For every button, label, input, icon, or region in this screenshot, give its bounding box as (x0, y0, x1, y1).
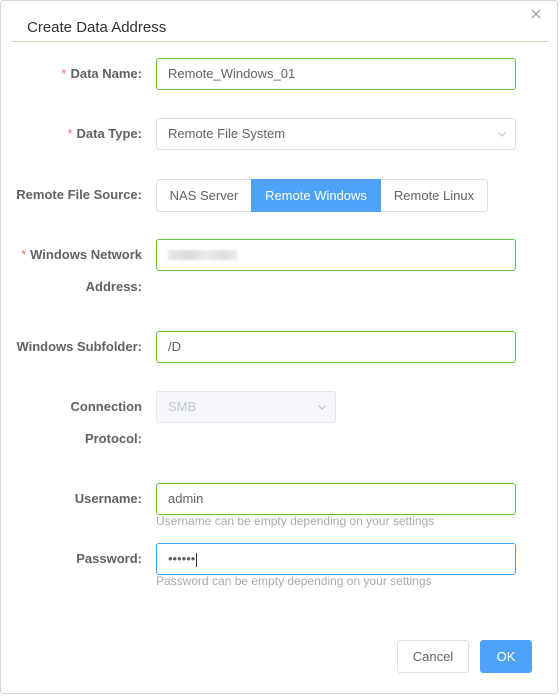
password-hint: Password can be empty depending on your settings (156, 574, 432, 588)
password-input[interactable] (156, 543, 516, 575)
username-input[interactable] (156, 483, 516, 515)
subfolder-value: /D (168, 339, 181, 354)
cancel-button[interactable]: Cancel (397, 640, 469, 673)
text-caret (196, 553, 197, 567)
source-option-remote-windows[interactable]: Remote Windows (251, 179, 381, 212)
data-name-value: Remote_Windows_01 (168, 66, 296, 81)
username-label: Username: (74, 491, 142, 506)
subfolder-label: Windows Subfolder: (16, 339, 142, 354)
subfolder-input[interactable] (156, 331, 516, 363)
protocol-value: SMB (168, 399, 197, 414)
password-value: •••••• (168, 551, 196, 566)
dialog-title: Create Data Address (27, 19, 167, 36)
chevron-down-icon (497, 129, 507, 139)
connection-protocol-label: Connection Protocol: (70, 399, 142, 446)
source-option-remote-linux[interactable]: Remote Linux (380, 179, 488, 212)
required-mark: * (61, 66, 67, 81)
source-option-nas-server[interactable]: NAS Server (156, 179, 252, 212)
data-name-label: * Data Name: (61, 66, 142, 81)
required-mark: * (67, 126, 73, 141)
required-mark: * (21, 247, 27, 262)
network-address-label: * Windows Network Address: (21, 247, 142, 294)
dialog-header (12, 1, 548, 42)
data-type-select[interactable] (156, 118, 516, 150)
data-type-label: * Data Type: (67, 126, 142, 141)
redacted-address-value (168, 250, 238, 260)
close-icon (529, 7, 543, 21)
data-type-value: Remote File System (168, 126, 286, 141)
connection-protocol-select (156, 391, 336, 423)
username-hint: Username can be empty depending on your settings (156, 514, 435, 528)
close-button[interactable] (529, 7, 543, 21)
username-value: admin (168, 491, 204, 506)
network-address-input[interactable] (156, 239, 516, 271)
data-name-input[interactable] (156, 58, 516, 90)
remote-file-source-label: Remote File Source: (16, 187, 142, 202)
remote-file-source-group (156, 179, 488, 212)
ok-button[interactable]: OK (480, 640, 532, 673)
chevron-down-icon (317, 402, 327, 412)
password-label: Password: (76, 551, 142, 566)
